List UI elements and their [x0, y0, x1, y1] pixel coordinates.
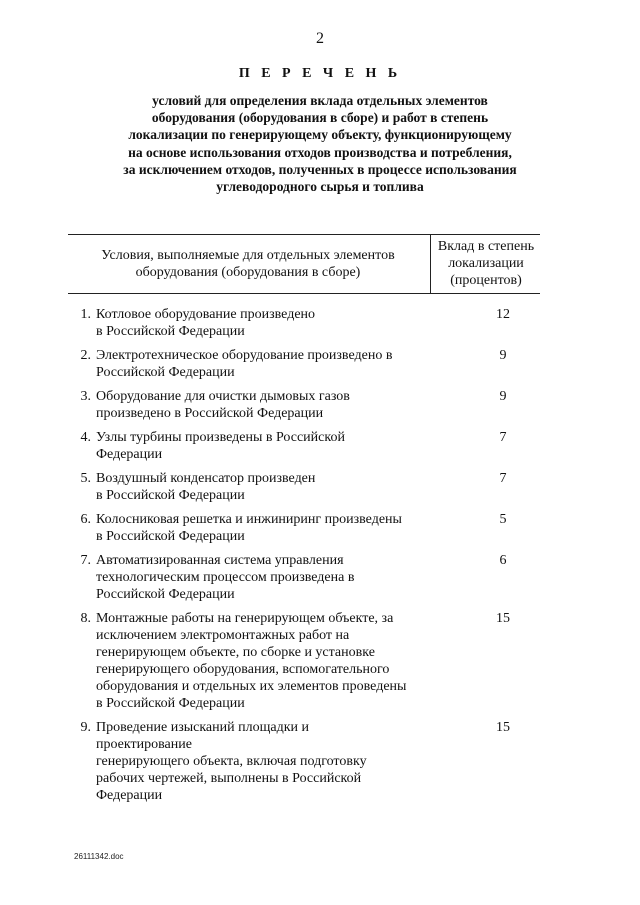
- row-condition-line: Российской Федерации: [96, 587, 235, 602]
- page-number: 2: [316, 30, 324, 47]
- row-number: 7.: [80, 553, 91, 568]
- column-header-line: Условия, выполняемые для отдельных элементов: [101, 248, 395, 263]
- row-contribution-value: 9: [499, 389, 507, 404]
- row-condition: [96, 470, 408, 504]
- row-condition-line: Монтажные работы на генерирующем объекте, за: [96, 611, 394, 626]
- row-condition-line: в Российской Федерации: [96, 696, 245, 711]
- subtitle-line: углеводородного сырья и топлива: [216, 179, 424, 195]
- row-condition: [96, 306, 408, 340]
- row-condition: [96, 719, 408, 804]
- table-row: [0, 388, 640, 422]
- document-title: П Е Р Е Ч Е Н Ь: [238, 66, 402, 81]
- row-condition-line: Электротехническое оборудование произведено в: [96, 348, 393, 363]
- row-condition-line: в Российской Федерации: [96, 488, 245, 503]
- row-number: 5.: [80, 471, 91, 486]
- row-contribution-value: 7: [499, 471, 507, 486]
- row-number: 6.: [80, 512, 91, 527]
- row-condition-line: Котловое оборудование произведено: [96, 307, 316, 322]
- row-condition-line: Узлы турбины произведены в Российской: [96, 430, 345, 445]
- row-condition: [96, 610, 408, 712]
- document-subtitle: [90, 92, 550, 195]
- row-condition-line: генерирующего объекта, включая подготовку: [96, 754, 367, 769]
- row-number: 2.: [80, 348, 91, 363]
- row-condition-line: Российской Федерации: [96, 365, 235, 380]
- row-condition-line: рабочих чертежей, выполнены в Российской: [96, 771, 362, 786]
- row-contribution-value: 5: [499, 512, 507, 527]
- row-number: 4.: [80, 430, 91, 445]
- subtitle-line: оборудования (оборудования в сборе) и работ в степень: [151, 110, 489, 126]
- row-condition-line: Колосниковая решетка и инжиниринг произведены: [96, 512, 402, 527]
- row-condition-line: Федерации: [96, 788, 163, 803]
- column-header-line: локализации: [448, 256, 524, 271]
- table-row: [0, 511, 640, 545]
- row-condition-line: Автоматизированная система управления: [96, 553, 344, 568]
- row-contribution-value: 12: [496, 307, 510, 322]
- row-condition-line: Федерации: [96, 447, 163, 462]
- row-condition-line: Воздушный конденсатор произведен: [96, 471, 316, 486]
- row-condition-line: генерирующего оборудования, вспомогательного: [96, 662, 390, 677]
- table-row: [0, 347, 640, 381]
- footer-filename: 26111342.doc: [74, 852, 124, 861]
- column-header-line: оборудования (оборудования в сборе): [135, 265, 361, 280]
- row-condition-line: Проведение изысканий площадки и проектирование: [96, 720, 310, 752]
- row-condition-line: исключением электромонтажных работ на: [96, 628, 350, 643]
- row-condition: [96, 552, 408, 603]
- table-header-rule: [68, 293, 540, 294]
- subtitle-line: на основе использования отходов производства и потребления,: [128, 144, 512, 160]
- row-contribution-value: 6: [499, 553, 507, 568]
- subtitle-line: локализации по генерирующему объекту, функционирующему: [128, 127, 512, 143]
- row-number: 9.: [80, 720, 91, 735]
- table-row: [0, 429, 640, 463]
- column-header-line: (процентов): [450, 273, 522, 288]
- row-condition-line: генерирующем объекте, по сборке и установке: [96, 645, 375, 660]
- row-condition: [96, 347, 408, 381]
- table-top-rule: [68, 234, 540, 235]
- row-condition: [96, 388, 408, 422]
- row-condition-line: произведено в Российской Федерации: [96, 406, 324, 421]
- row-condition-line: в Российской Федерации: [96, 529, 245, 544]
- table-row: [0, 306, 640, 340]
- row-condition-line: Оборудование для очистки дымовых газов: [96, 389, 350, 404]
- row-condition-line: оборудования и отдельных их элементов проведены: [96, 679, 407, 694]
- subtitle-line: условий для определения вклада отдельных элементов: [152, 93, 488, 108]
- table-row: [0, 552, 640, 603]
- column-header-line: Вклад в степень: [437, 239, 535, 254]
- row-number: 8.: [80, 611, 91, 626]
- subtitle-line: за исключением отходов, полученных в процессе использования: [123, 161, 517, 177]
- row-condition: [96, 511, 408, 545]
- row-contribution-value: 15: [496, 611, 510, 626]
- row-condition-line: технологическим процессом произведена в: [96, 570, 355, 585]
- table-header-divider: [430, 234, 431, 294]
- row-number: 3.: [80, 389, 91, 404]
- table-body: [0, 306, 640, 811]
- row-contribution-value: 7: [499, 430, 507, 445]
- column-header-conditions: [68, 247, 428, 281]
- row-contribution-value: 9: [499, 348, 507, 363]
- column-header-contribution: [432, 238, 540, 289]
- row-condition-line: в Российской Федерации: [96, 324, 245, 339]
- row-contribution-value: 15: [496, 720, 510, 735]
- row-condition: [96, 429, 408, 463]
- row-number: 1.: [80, 307, 91, 322]
- table-row: [0, 719, 640, 804]
- table-row: [0, 610, 640, 712]
- table-row: [0, 470, 640, 504]
